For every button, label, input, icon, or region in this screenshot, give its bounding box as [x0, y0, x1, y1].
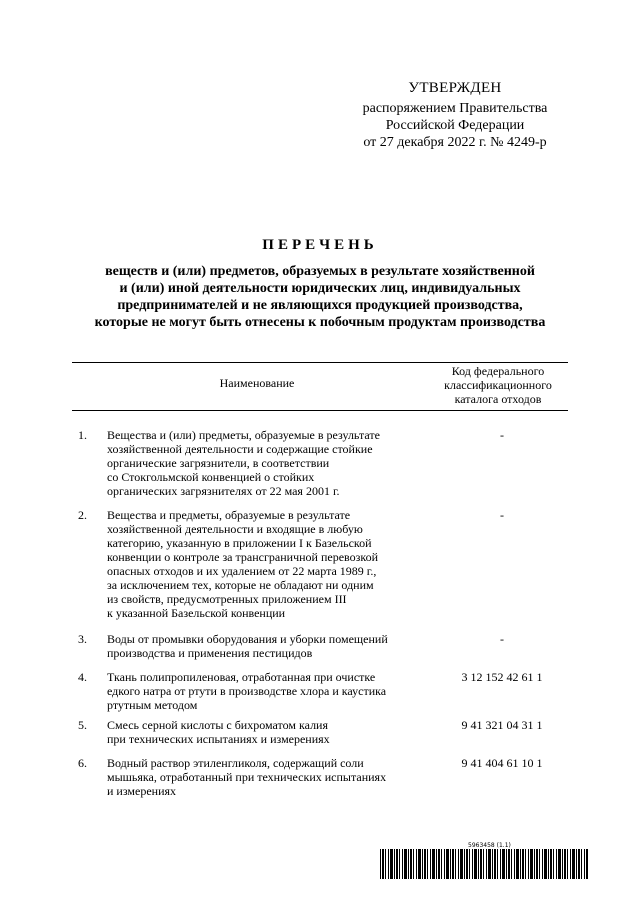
row-name-line: едкого натра от ртути в производстве хлора и каустика	[107, 684, 387, 698]
subtitle-line-4: которые не могут быть отнесены к побочным продуктам производства	[94, 315, 546, 330]
column-header-name: Наименование	[219, 376, 295, 390]
row-number: 5.	[78, 718, 87, 732]
row-name-line: Смесь серной кислоты с бихроматом калия	[107, 718, 328, 732]
table-top-rule	[72, 362, 568, 363]
row-name	[107, 508, 437, 620]
row-name-line: конвенции о контроле за трансграничной перевозкой	[107, 550, 378, 564]
row-name-line: Вещества и предметы, образуемые в результате	[107, 508, 351, 522]
row-number: 2.	[78, 508, 87, 522]
row-name-line: мышьяка, отработанный при технических испытаниях	[107, 770, 387, 784]
row-name	[107, 718, 437, 746]
row-name-line: опасных отходов и их удалением от 22 марта 1989 г.,	[107, 564, 377, 578]
row-name-line: производства и применения пестицидов	[107, 646, 313, 660]
column-header-code-line-3: каталога отходов	[454, 392, 542, 406]
table-header-rule	[72, 410, 568, 411]
column-header-code-line-2: классификационного	[444, 378, 552, 392]
row-name-line: Воды от промывки оборудования и уборки помещений	[107, 632, 388, 646]
subtitle-line-2: и (или) иной деятельности юридических лиц, индивидуальных	[119, 281, 521, 296]
row-name-line: органические загрязнители, в соответствии	[107, 456, 330, 470]
row-name	[107, 428, 437, 498]
row-code: 9 41 321 04 31 1	[461, 718, 543, 732]
row-name-line: и измерениях	[107, 784, 177, 798]
row-name-line: хозяйственной деятельности и содержащие стойкие	[107, 442, 373, 456]
row-name-line: Ткань полипропиленовая, отработанная при очистке	[107, 670, 376, 684]
row-name	[107, 756, 437, 798]
row-code: 3 12 152 42 61 1	[461, 670, 543, 684]
column-header-code-line-1: Код федерального	[451, 364, 545, 378]
row-number: 6.	[78, 756, 87, 770]
row-code: 9 41 404 61 10 1	[461, 756, 543, 770]
row-name-line: Вещества и (или) предметы, образуемые в результате	[107, 428, 380, 442]
document-subtitle	[60, 263, 580, 331]
row-name-line: хозяйственной деятельности и входящие в любую	[107, 522, 363, 536]
subtitle-line-3: предпринимателей и не являющихся продукцией производства,	[117, 298, 523, 313]
row-name-line: при технических испытаниях и измерениях	[107, 732, 330, 746]
row-name-line: за исключением тех, которые не обладают ни одним	[107, 578, 374, 592]
row-number: 3.	[78, 632, 87, 646]
row-code: -	[500, 428, 504, 442]
document-title: ПЕРЕЧЕНЬ	[262, 237, 378, 253]
row-name-line: из свойств, предусмотренных приложением III	[107, 592, 347, 606]
approval-heading: УТВЕРЖДЕН	[408, 80, 502, 96]
barcode-image	[380, 849, 588, 879]
row-name-line: со Стокгольмской конвенцией о стойких	[107, 470, 315, 484]
row-name-line: органических загрязнителях от 22 мая 2001 г.	[107, 484, 340, 498]
approval-line-3: от 27 декабря 2022 г. № 4249-р	[363, 135, 547, 150]
row-name	[107, 670, 437, 712]
row-code: -	[500, 632, 504, 646]
row-name-line: Водный раствор этиленгликоля, содержащий соли	[107, 756, 364, 770]
approval-line-1: распоряжением Правительства	[362, 101, 548, 116]
row-number: 1.	[78, 428, 87, 442]
subtitle-line-1: веществ и (или) предметов, образуемых в результате хозяйственной	[105, 264, 535, 279]
row-name-line: ртутным методом	[107, 698, 198, 712]
approval-line-2: Российской Федерации	[385, 118, 525, 133]
row-code: -	[500, 508, 504, 522]
row-name	[107, 632, 437, 660]
column-header-code	[428, 364, 568, 406]
approval-block	[330, 80, 580, 151]
barcode-label: 5963458 (1.1)	[468, 842, 511, 849]
row-number: 4.	[78, 670, 87, 684]
row-name-line: к указанной Базельской конвенции	[107, 606, 286, 620]
row-name-line: категорию, указанную в приложении I к Базельской	[107, 536, 372, 550]
